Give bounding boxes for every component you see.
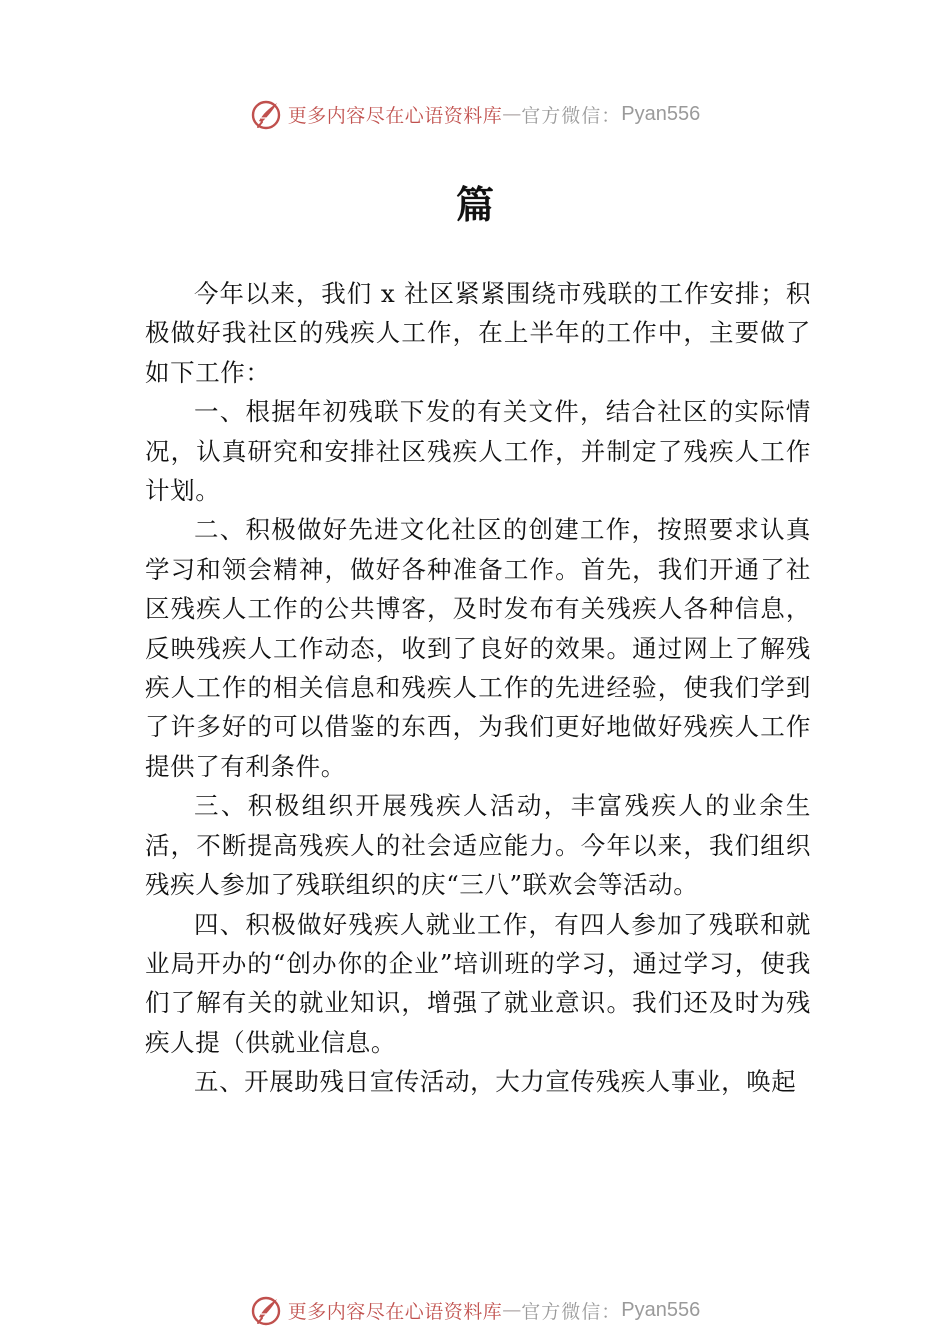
banner-wechat-id: Pyan556 — [621, 102, 701, 125]
document-body — [145, 274, 811, 1102]
banner-wechat-label: 官方微信： — [521, 104, 622, 127]
banner-wechat-label: 官方微信： — [521, 1300, 622, 1323]
paragraph-item-2: 二、积极做好先进文化社区的创建工作，按照要求认真学习和领会精神，做好各种准备工作。首先，我们开通了社区残疾人工作的公共博客，及时发布有关残疾人各种信息， 反映残疾人工作动态，收到了良好的效果。通过网上了解残疾人工作的相关信息和残疾人工作的先进经验，使我们学到了许多好的可以借鉴的东西，为我们更好地做好残疾人工作提供了有利条件。 — [145, 515, 811, 781]
banner-dash: — — [502, 103, 522, 125]
banner-wechat-id: Pyan556 — [621, 1298, 701, 1321]
paragraph-intro: 今年以来，我们 x 社区紧紧围绕市残联的工作安排；积极做好我社区的残疾人工作，在上半年的工作中，主要做了如下工作： — [145, 279, 811, 387]
quill-logo-icon — [250, 97, 284, 131]
quill-logo-icon — [250, 1293, 284, 1327]
paragraph-item-5: 五、开展助残日宣传活动，大力宣传残疾人事业，唤起 — [194, 1067, 797, 1097]
paragraph-item-1: 一、根据年初残联下发的有关文件，结合社区的实际情况，认真研究和安排社区残疾人工作，并制定了残疾人工作计划。 — [145, 397, 811, 506]
banner-slogan: 更多内容尽在心语资料库 — [287, 104, 503, 127]
header-banner — [0, 94, 950, 134]
banner-slogan: 更多内容尽在心语资料库 — [287, 1300, 503, 1323]
paragraph-item-4: 四、积极做好残疾人就业工作，有四人参加了残联和就业局开办的“创办你的企业”培训班的学习，通过学习，使我们了解有关的就业知识，增强了就业意识。我们还及时为残疾人提（供就业信息。 — [145, 909, 811, 1057]
document-title: 篇 — [455, 182, 494, 227]
paragraph-item-3: 三、积极组织开展残疾人活动，丰富残疾人的业余生活，不断提高残疾人的社会适应能力。今年以来，我们组织残疾人参加了残联组织的庆“三八”联欢会等活动。 — [145, 791, 811, 900]
footer-banner — [0, 1290, 950, 1330]
banner-dash: — — [502, 1299, 522, 1321]
